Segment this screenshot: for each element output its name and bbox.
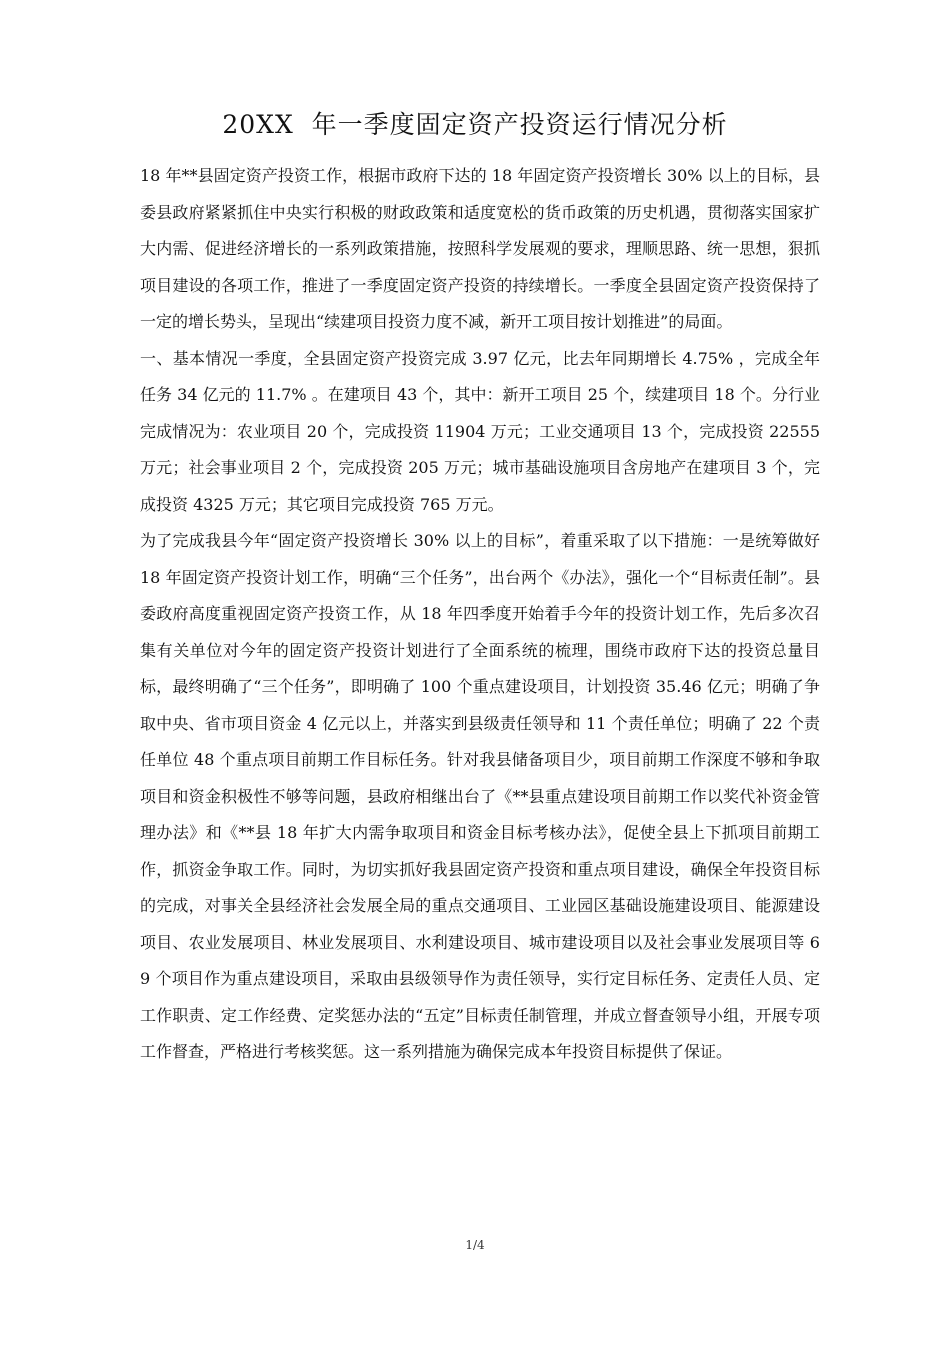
paragraph-measures: 为了完成我县今年“固定资产投资增长 30% 以上的目标”，着重采取了以下措施：一是统筹做好 18 年固定资产投资计划工作，明确“三个任务”，出台两个《办法》，强化一个“目标责任制”。县委政府高度重视固定资产投资工作，从 18 年四季度开始着手今年的投资计划工作，先后多次召集有关单位对今年的固定资产投资计划进行了全面系统的梳理，围绕市政府下达的投资总量目标，最终明确了“三个任务”，即明确了 100 个重点建设项目，计划投资 35.46 亿元；明确了争取中央、省市项目资金 4 亿元以上，并落实到县级责任领导和 11 个责任单位；明确了 22 个责任单位 48 个重点项目前期工作目标任务。针对我县储备项目少，项目前期工作深度不够和争取项目和资金积极性不够等问题，县政府相继出台了《**县重点建设项目前期工作以奖代补资金管理办法》和《**县 18 年扩大内需争取项目和资金目标考核办法》，促使全县上下抓项目前期工作，抓资金争取工作。同时，为切实抓好我县固定资产投资和重点项目建设，确保全年投资目标的完成，对事关全县经济社会发展全局的重点交通项目、工业园区基础设施建设项目、能源建设项目、农业发展项目、林业发展项目、水利建设项目、城市建设项目以及社会事业发展项目等 69 个项目作为重点建设项目，采取由县级领导作为责任领导，实行定目标任务、定责任人员、定工作职责、定工作经费、定奖惩办法的“五定”目标责任制管理，并成立督查领导小组，开展专项工作督查，严格进行考核奖惩。这一系列措施为确保完成本年投资目标提供了保证。 bbox=[140, 531, 826, 1061]
paragraph-intro: 18 年**县固定资产投资工作，根据市政府下达的 18 年固定资产投资增长 30% 以上的目标，县委县政府紧紧抓住中央实行积极的财政政策和适度宽松的货币政策的历史机遇，贯彻落实国家扩大内需、促进经济增长的一系列政策措施，按照科学发展观的要求，理顺思路、统一思想，狠抓项目建设的各项工作，推进了一季度固定资产投资的持续增长。一季度全县固定资产投资保持了一定的增长势头，呈现出“续建项目投资力度不减，新开工项目按计划推进”的局面。 bbox=[140, 166, 820, 331]
page-number: 1/4 bbox=[465, 1238, 485, 1252]
paragraph-basic-situation: 一、基本情况一季度，全县固定资产投资完成 3.97 亿元，比去年同期增长 4.75% ，完成全年任务 34 亿元的 11.7% 。在建项目 43 个，其中：新开工项目 25 个，续建项目 18 个。分行业完成情况为：农业项目 20 个，完成投资 11904 万元；工业交通项目 13 个，完成投资 22555 万元；社会事业项目 2 个，完成投资 205 万元；城市基础设施项目含房地产在建项目 3 个，完成投资 4325 万元；其它项目完成投资 765 万元。 bbox=[140, 348, 826, 514]
document-body bbox=[140, 158, 826, 1071]
document-title: 20XX 年一季度固定资产投资运行情况分析 bbox=[222, 110, 728, 139]
